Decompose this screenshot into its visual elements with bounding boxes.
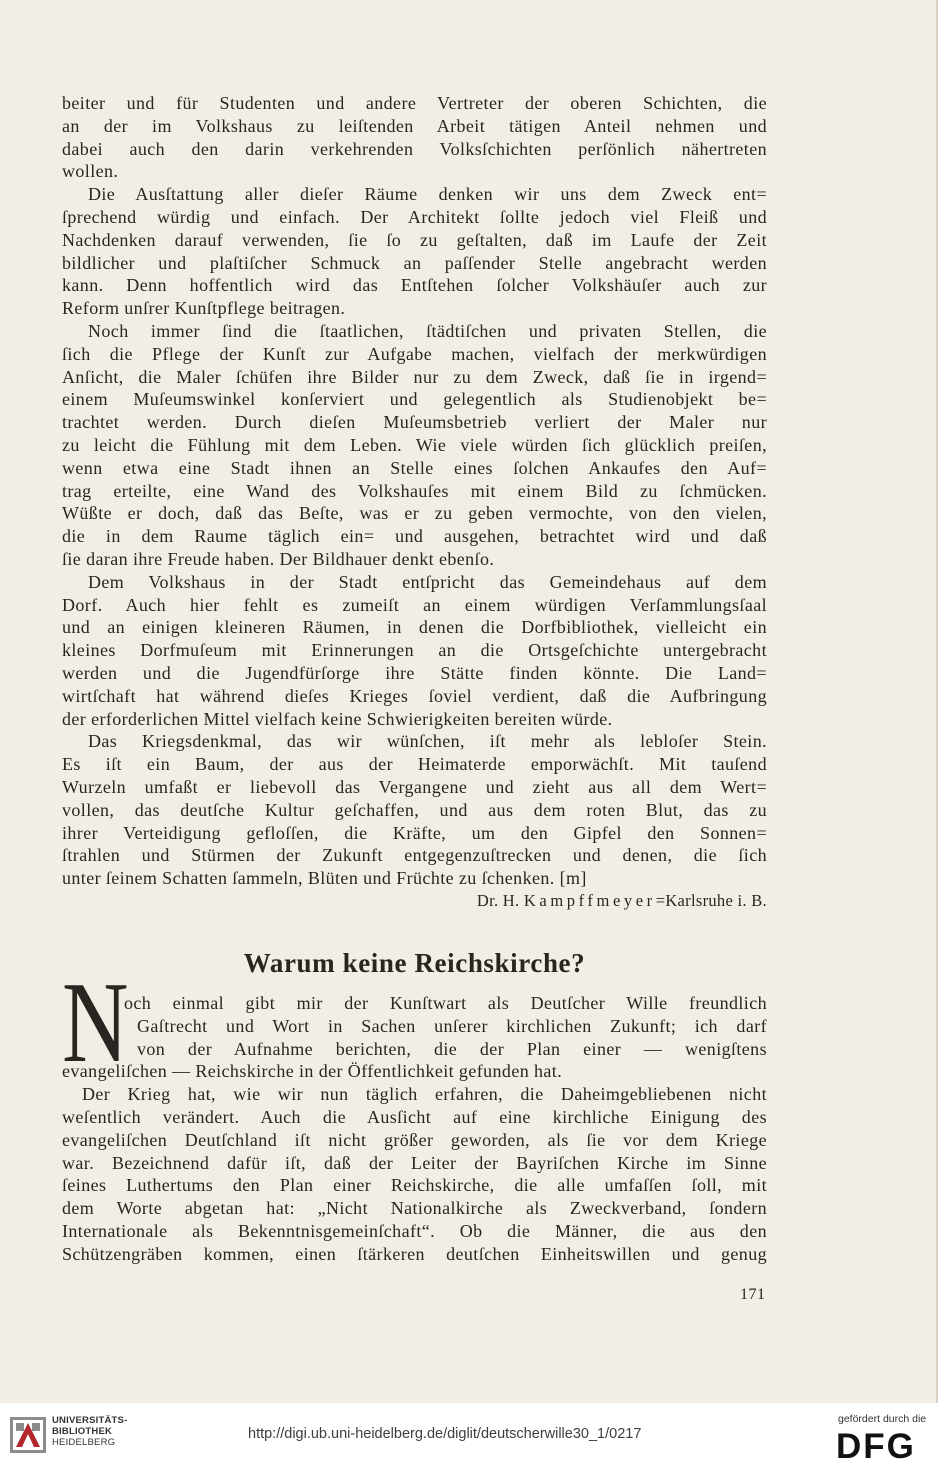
library-logo-icon — [10, 1417, 46, 1453]
article-title: Warum keine Reichskirche? — [243, 948, 586, 978]
text-line: weſentlich verändert. Auch die Ausſicht auf eine kirchliche Einigung des — [62, 1106, 767, 1127]
text-line: dabei auch den darin verkehrenden Volksſchichten perſönlich nähertreten — [62, 138, 767, 159]
text-line: Der Krieg hat, wie wir nun täglich erfahren, die Daheimgebliebenen nicht — [82, 1084, 767, 1105]
text-line: ſeines Luthertums den Plan einer Reichskirche, die alle umfaſſen ſoll, mit — [62, 1175, 767, 1196]
text-line: Dem Volkshaus in der Stadt entſpricht das Gemeindehaus auf dem — [88, 571, 767, 592]
text-line: bildlicher und plaſtiſcher Schmuck an paſſender Stelle angebracht werden — [62, 252, 767, 273]
text-line: wirtſchaft hat während dieſes Krieges ſoviel verdient, daß die Aufbringung — [62, 685, 767, 706]
paragraph — [62, 730, 767, 890]
text-line: ſie daran ihre Freude haben. Der Bildhauer denkt ebenſo. — [62, 548, 495, 569]
library-name-line: UNIVERSITÄTS- — [52, 1415, 128, 1426]
paragraph — [62, 92, 767, 183]
funding-label: gefördert durch die — [838, 1413, 927, 1425]
text-line: war. Bezeichnend dafür iſt, daß der Leiter der Bayriſchen Kirche im Sinne — [62, 1152, 767, 1173]
text-line: Wüßte er doch, daß das Beſte, was er zu geben vermochte, von den vielen, — [62, 503, 767, 524]
text-line: ſprechend würdig und einfach. Der Architekt ſollte jedoch viel Fleiß und — [62, 206, 767, 227]
text-line: Schützengräben kommen, einen ſtärkeren deutſchen Einheitswillen und genug — [62, 1243, 767, 1264]
text-line: Wurzeln umfaßt er liebevoll das Vergangene und zieht aus all dem Wert= — [62, 776, 767, 797]
text-line: Das Kriegsdenkmal, das wir wünſchen, iſt mehr als lebloſer Stein. — [88, 731, 767, 752]
text-line: Es iſt ein Baum, der aus der Heimaterde emporwächſt. Mit tauſend — [62, 754, 767, 775]
page-number: 171 — [740, 1286, 766, 1303]
paragraph — [62, 183, 767, 320]
text-line: och einmal gibt mir der Kunſtwart als Deutſcher Wille freundlich — [124, 993, 767, 1013]
article-body-continued — [62, 92, 767, 913]
drop-cap: N — [62, 959, 129, 1086]
text-line: wenn etwa eine Stadt ihnen an Stelle eines ſolchen Ankaufes den Auf= — [62, 457, 767, 478]
text-line: einem Muſeumswinkel konſerviert und gelegentlich als Studienobjekt be= — [62, 389, 767, 410]
paragraph — [62, 320, 767, 571]
text-line: evangeliſchen — Reichskirche in der Öffentlichkeit gefunden hat. — [62, 1061, 563, 1082]
text-line: und an einigen kleineren Räumen, in denen die Dorfbibliothek, vielleicht ein — [62, 617, 767, 638]
text-line: von der Aufnahme berichten, die der Plan einer — wenigſtens — [137, 1038, 767, 1059]
text-line: Internationale als Bekenntnisgemeinſchaft“. Ob die Männer, die aus den — [62, 1220, 767, 1241]
paragraph — [62, 1083, 767, 1265]
text-line: evangeliſchen Deutſchland iſt nicht größer geworden, als ſie vor dem Kriege — [62, 1129, 767, 1150]
text-line: beiter und für Studenten und andere Vertreter der oberen Schichten, die — [62, 93, 767, 113]
text-line: kleines Dorfmuſeum mit Erinnerungen an die Ortsgeſchichte untergebracht — [62, 640, 767, 661]
signature-prefix: Dr. H. — [476, 890, 524, 910]
text-line: der erforderlichen Mittel vielfach keine Schwierigkeiten bereiten würde. — [62, 708, 613, 729]
text-line: kann. Denn hoffentlich wird das Entſtehen ſolcher Volkshäuſer auch zur — [62, 275, 767, 296]
permalink-url[interactable]: http://digi.ub.uni-heidelberg.de/diglit/deutscherwille30_1/0217 — [248, 1426, 642, 1442]
text-line: Noch immer ſind die ſtaatlichen, ſtädtiſchen und privaten Stellen, die — [88, 320, 767, 341]
text-line: Nachdenken darauf verwenden, ſie ſo zu geſtalten, daß im Laufe der Zeit — [62, 229, 767, 250]
text-line: trachtet werden. Durch dieſen Muſeumsbetrieb verliert der Maler nur — [62, 412, 767, 433]
text-line: trag erteilte, eine Wand des Volkshauſes mit einem Bild zu ſchmücken. — [62, 480, 767, 501]
library-name — [52, 1415, 127, 1448]
text-line: ſich die Pflege der Kunſt zur Aufgabe machen, vielfach der merkwürdigen — [62, 343, 767, 364]
footer-bar — [0, 1403, 938, 1474]
text-line: Reform unſrer Kunſtpflege beitragen. — [62, 298, 346, 319]
text-line: dem Worte abgetan hat: „Nicht Nationalkirche als Zweckverband, ſondern — [62, 1198, 767, 1219]
paragraph — [62, 992, 767, 1083]
author-signature — [62, 890, 767, 913]
text-line: vollen, das deutſche Kultur geſchaffen, und aus dem roten Blut, das zu — [62, 799, 767, 820]
text-line: unter ſeinem Schatten ſammeln, Blüten und Früchte zu ſchenken. [m] — [62, 868, 587, 889]
text-line: ihrer Verteidigung gefloſſen, die Kräfte, um den Gipfel den Sonnen= — [62, 822, 767, 843]
text-line: Anſicht, die Maler ſchüfen ihre Bilder nur zu dem Zweck, daß ſie in irgend= — [62, 366, 767, 387]
text-line: Dorf. Auch hier fehlt es zumeiſt an einem würdigen Verſammlungsſaal — [62, 594, 767, 615]
text-line: werden und die Jugendfürſorge ihre Stätte finden könnte. Die Land= — [62, 662, 767, 683]
text-line: die in dem Raume täglich ein= und ausgehen, betrachtet wird und daß — [62, 526, 767, 547]
text-line: Gaſtrecht und Wort in Sachen unſerer kirchlichen Zukunft; ich darf — [137, 1015, 767, 1036]
library-name-line: HEIDELBERG — [52, 1437, 116, 1448]
text-line: an der im Volkshaus zu leiſtenden Arbeit tätigen Anteil nehmen und — [62, 115, 767, 136]
paragraph — [62, 571, 767, 731]
text-line: Die Ausſtattung aller dieſer Räume denken wir uns dem Zweck ent= — [88, 184, 767, 205]
signature-name: Kampffmeyer — [523, 890, 656, 910]
library-name-line: BIBLIOTHEK — [52, 1426, 113, 1437]
dfg-logo: DFG — [836, 1427, 916, 1466]
text-line: wollen. — [62, 161, 119, 182]
text-line: zu leicht die Fühlung mit dem Leben. Wie viele würden ſich glücklich preiſen, — [62, 434, 767, 455]
text-line: ſtrahlen und Stürmen der Zukunft entgegenzuſtrecken und denen, die ſich — [62, 845, 767, 866]
signature-suffix: =Karlsruhe i. B. — [655, 890, 767, 910]
